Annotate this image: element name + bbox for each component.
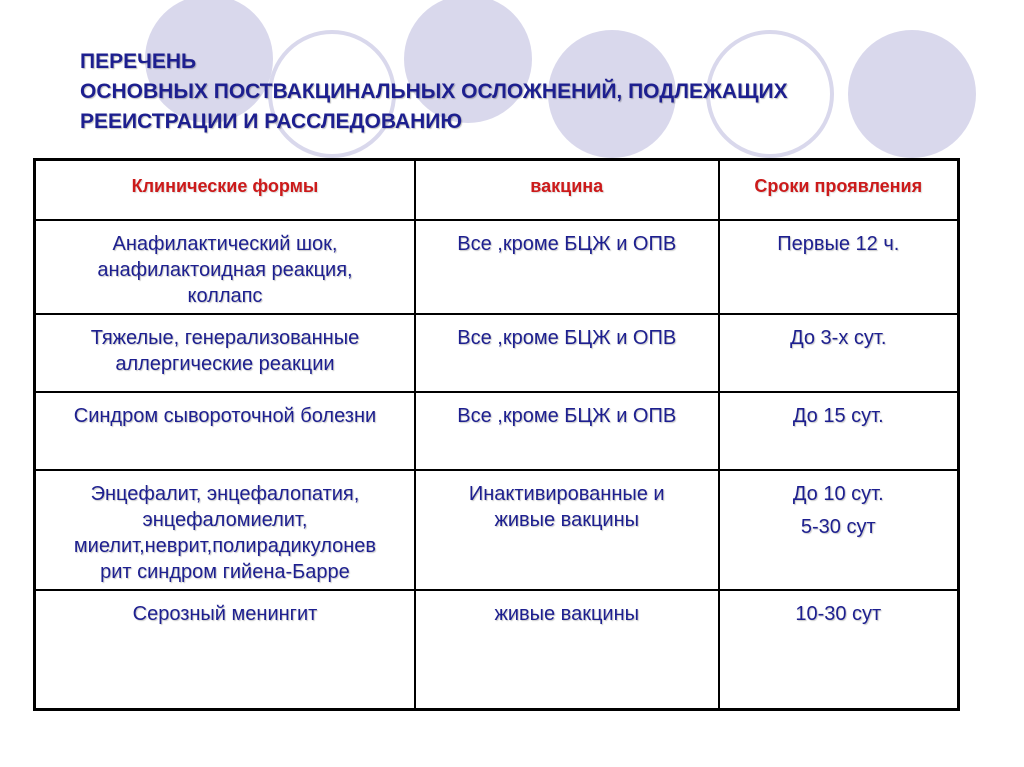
cell-timing [719,220,959,314]
cell-text: Инактивированные и [468,482,665,505]
cell-text: Серозный менингит [132,602,318,625]
cell-text: энцефаломиелит, [142,508,308,531]
cell-form [35,590,415,710]
table-row [35,470,959,590]
cell-form [35,220,415,314]
cell-timing [719,590,959,710]
cell-text: живые вакцины [494,508,640,531]
table-header-row [35,160,959,220]
cell-vaccine [415,314,719,392]
cell-text: Первые 12 ч. [777,232,900,255]
title-line-3: РЕЕИСТРАЦИИ И РАССЛЕДОВАНИЮ [80,110,463,133]
cell-text: 10-30 сут [795,602,882,625]
cell-timing [719,392,959,470]
cell-timing [719,470,959,590]
cell-vaccine [415,590,719,710]
table-row [35,220,959,314]
cell-text: Все ,кроме БЦЖ и ОПВ [457,326,677,349]
cell-text: 5-30 сут [800,515,876,538]
cell-text: Энцефалит, энцефалопатия, [90,482,360,505]
header-timing: Сроки проявления [719,160,959,220]
table-row [35,392,959,470]
cell-text: Все ,кроме БЦЖ и ОПВ [457,404,677,427]
cell-text: Тяжелые, генерализованные [90,326,360,349]
cell-text: живые вакцины [494,602,640,625]
cell-text: До 10 сут. [792,482,884,505]
cell-text: Синдром сывороточной болезни [73,404,377,427]
table-row [35,590,959,710]
cell-text: миелит,неврит,полирадикулонев [73,534,377,557]
cell-text: Анафилактический шок, [112,232,338,255]
cell-text: коллапс [187,284,263,307]
cell-text: До 15 сут. [792,404,884,427]
cell-text: До 3-х сут. [790,326,887,349]
cell-text: Все ,кроме БЦЖ и ОПВ [457,232,677,255]
cell-text: анафилактоидная реакция, [97,258,353,281]
cell-text: аллергические реакции [115,352,335,375]
slide-title [80,47,980,137]
complications-table [33,158,960,711]
header-clinical-forms: Клинические формы [35,160,415,220]
title-line-1: ПЕРЕЧЕНЬ [80,50,197,73]
title-line-2: ОСНОВНЫХ ПОСТВАКЦИНАЛЬНЫХ ОСЛОЖНЕНИЙ, ПОДЛЕЖАЩИХ [80,80,788,103]
cell-timing [719,314,959,392]
cell-vaccine [415,470,719,590]
table-row [35,314,959,392]
cell-form [35,314,415,392]
cell-form [35,392,415,470]
header-vaccine: вакцина [415,160,719,220]
cell-text: рит синдром гийена-Барре [100,560,350,583]
cell-vaccine [415,220,719,314]
cell-vaccine [415,392,719,470]
cell-form [35,470,415,590]
